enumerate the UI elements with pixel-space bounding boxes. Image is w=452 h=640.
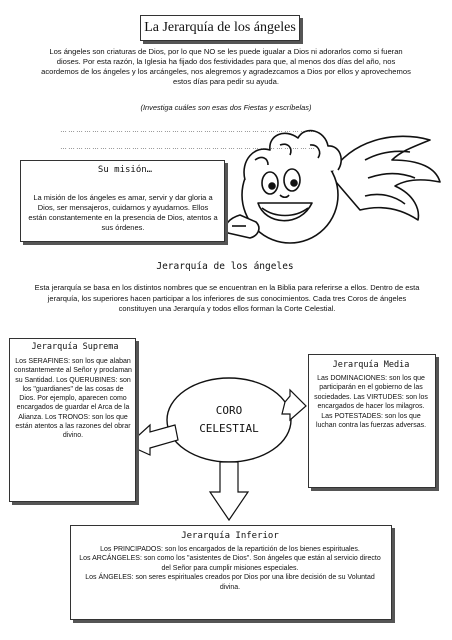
page-title: La Jerarquía de los ángeles xyxy=(140,15,300,41)
suprema-text: Los SERAFINES: son los que alaban constantemente al Señor y proclaman su Santidad. Los QUERUBINES: son los "guardianes" de las cosas de Dios. Por ejemplo, aparecen como encargados de guardar el Arca de la Alianza. Los TRONOS: son los que están atentos a las razones del obrar divino. xyxy=(14,358,132,440)
mision-text: La misión de los ángeles es amar, servir y dar gloria a Dios, ser mensajeros, cuidarnos y ayudarnos. Ellos están constantemente en la presencia de Dios, atentos a sus órdenes. xyxy=(28,193,218,232)
answer-line[interactable]: …………………………………………………………………………………… xyxy=(60,144,316,151)
inferior-line-angeles: Los ÁNGELES: son seres espirituales creados por Dios por una libre decisión de su Voluntad divina. xyxy=(85,574,375,591)
arrow-down-icon xyxy=(210,462,248,520)
inferior-text xyxy=(76,545,384,592)
inferior-line-principados: Los PRINCIPADOS: son los encargados de la repartición de los bienes espirituales. xyxy=(100,546,360,553)
answer-line[interactable]: …………………………………………………………………………………… xyxy=(60,127,316,134)
coro-line-1: CORO xyxy=(215,404,243,417)
section-title: Jerarquía de los ángeles xyxy=(156,261,294,272)
media-title: Jerarquía Media xyxy=(332,360,410,370)
suprema-title: Jerarquía Suprema xyxy=(31,342,119,352)
media-text: Las DOMINACIONES: son los que participarán en el gobierno de las sociedades. Las VIRTUDES: son los encargados de hacer los milagros. Las POTESTADES: son los que luchan contra las fuerzas adversas. xyxy=(314,375,428,430)
inferior-title: Jerarquía Inferior xyxy=(181,531,279,541)
coro-celestial-label xyxy=(182,402,276,438)
inferior-line-arcangeles: Los ARCÁNGELES: son como los "asistentes de Dios". Son ángeles que están al servicio directo del Señor para cumplir misiones especiales. xyxy=(79,555,381,572)
coro-line-2: CELESTIAL xyxy=(199,422,259,435)
intro-paragraph: Los ángeles son criaturas de Dios, por lo que NO se les puede igualar a Dios ni adorarlos como si fueran dioses. Por esta razón, la Iglesia ha fijado dos festividades para que, al menos dos días del año, nos acordemos de los ángeles y los arcángeles, nos alegremos y agradezcamos a Dios por ellos y aprovechemos estos días para pedir su ayuda. xyxy=(41,47,411,86)
mision-title: Su misión… xyxy=(97,165,153,175)
assignment-text: (Investiga cuáles son esas dos Fiestas y escríbelas) xyxy=(140,103,312,112)
section-paragraph: Esta jerarquía se basa en los distintos nombres que se encuentran en la Biblia para referirse a ellos. Dentro de esta jerarquía, los superiores hacen participar a los inferiores de sus conocimientos. Cada tres Coros de ángeles constituyen una Jerarquía y todos ellos forman la Corte Celestial. xyxy=(34,283,420,313)
